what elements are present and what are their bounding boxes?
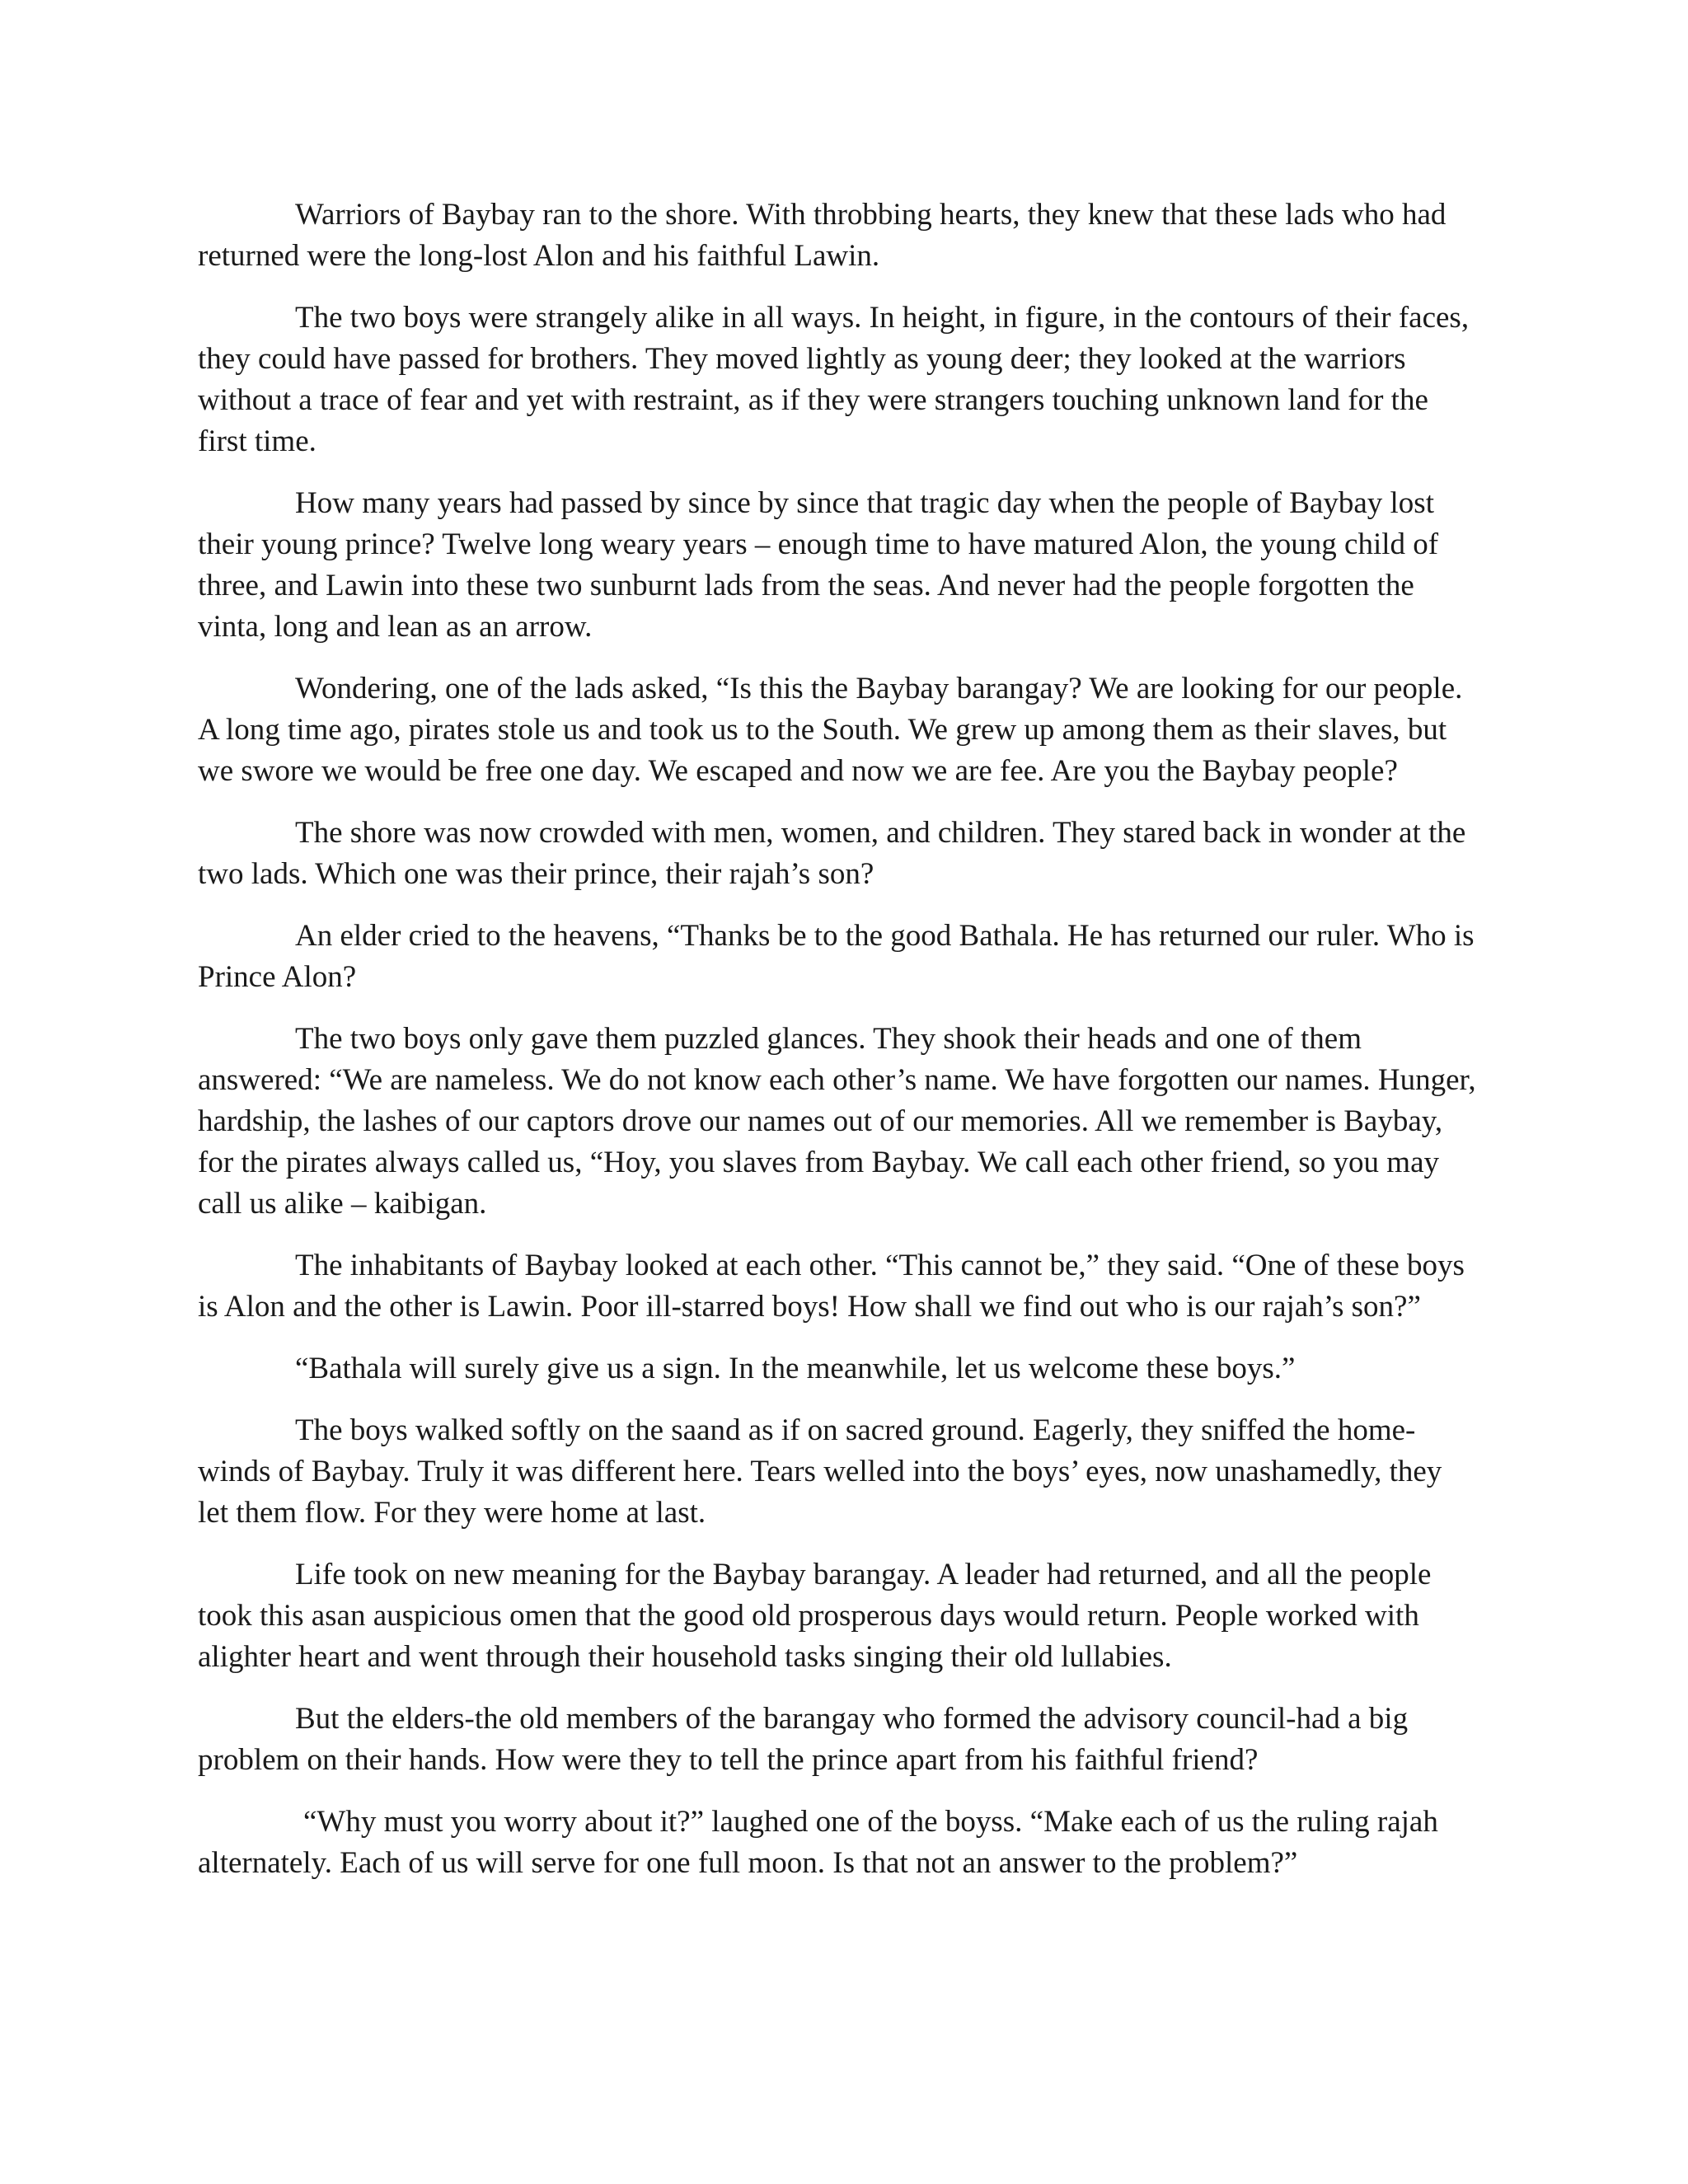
paragraph-3: How many years had passed by since by since that tragic day when the people of Baybay lost their young prince? Twelve long weary years – enough time to have matured Alon, the young child of three, and Lawin into these two sunburnt lads from the seas. And never had the people forgotten the vinta, long and lean as an arrow. bbox=[198, 486, 1439, 644]
paragraph-7: The two boys only gave them puzzled glances. They shook their heads and one of them answered: “We are nameless. We do not know each other’s name. We have forgotten our names. Hunger, hardship, the lashes of our captors drove our names out of our memories. All we remember is Baybay, for the pirates always called us, “Hoy, you slaves from Baybay. We call each other friend, so you may call us alike – kaibigan. bbox=[198, 1022, 1476, 1221]
paragraph-1: Warriors of Baybay ran to the shore. With throbbing hearts, they knew that these lads who had returned were the long-lost Alon and his faithful Lawin. bbox=[198, 198, 1447, 273]
paragraph-2: The two boys were strangely alike in all ways. In height, in figure, in the contours of their faces, they could have passed for brothers. They moved lightly as young deer; they looked at the warriors without a trace of fear and yet with restraint, as if they were strangers touching unknown land for the first time. bbox=[198, 301, 1470, 458]
body-text bbox=[198, 194, 1477, 1905]
paragraph-10: The boys walked softly on the saand as if on sacred ground. Eagerly, they sniffed the home-winds of Baybay. Truly it was different here. Tears welled into the boys’ eyes, now unashamedly, they let them flow. For they were home at last. bbox=[198, 1413, 1442, 1530]
paragraph-6: An elder cried to the heavens, “Thanks be to the good Bathala. He has returned our ruler. Who is Prince Alon? bbox=[198, 919, 1475, 994]
paragraph-8: The inhabitants of Baybay looked at each other. “This cannot be,” they said. “One of these boys is Alon and the other is Lawin. Poor ill-starred boys! How shall we find out who is our rajah’s son?” bbox=[198, 1249, 1465, 1324]
paragraph-12: But the elders-the old members of the barangay who formed the advisory council-had a big problem on their hands. How were they to tell the prince apart from his faithful friend? bbox=[198, 1702, 1409, 1777]
paragraph-11: Life took on new meaning for the Baybay barangay. A leader had returned, and all the people took this asan auspicious omen that the good old prosperous days would return. People worked with alighter heart and went through their household tasks singing their old lullabies. bbox=[198, 1558, 1432, 1674]
paragraph-4: Wondering, one of the lads asked, “Is this the Baybay barangay? We are looking for our people. A long time ago, pirates stole us and took us to the South. We grew up among them as their slaves, but we swore we would be free one day. We escaped and now we are fee. Are you the Baybay people? bbox=[198, 672, 1463, 788]
paragraph-9: “Bathala will surely give us a sign. In the meanwhile, let us welcome these boys.” bbox=[295, 1352, 1296, 1385]
paragraph-13: “Why must you worry about it?” laughed one of the boyss. “Make each of us the ruling rajah alternately. Each of us will serve for one full moon. Is that not an answer to the problem?” bbox=[198, 1805, 1438, 1880]
paragraph-5: The shore was now crowded with men, women, and children. They stared back in wonder at the two lads. Which one was their prince, their rajah’s son? bbox=[198, 816, 1466, 891]
